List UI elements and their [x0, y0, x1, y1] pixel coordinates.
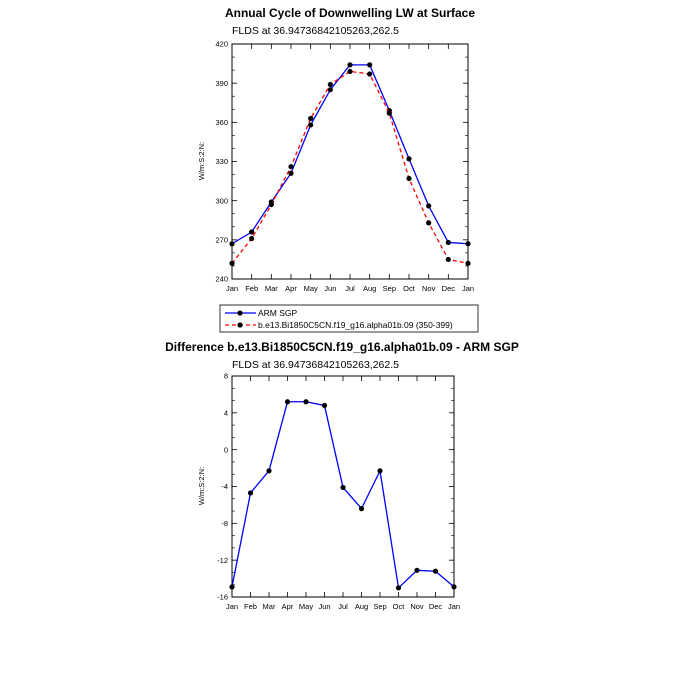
top-y-axis-label: W/m:S:2:N: — [197, 141, 206, 181]
top-x-tick-label: Aug — [362, 284, 377, 293]
top-x-tick-label: Nov — [421, 284, 436, 293]
bottom-y-tick-label: -16 — [217, 592, 228, 602]
bottom-series-0-point — [303, 399, 308, 404]
top-series-line-0 — [232, 65, 468, 244]
top-series-0-point — [229, 241, 234, 246]
bottom-chart — [165, 340, 519, 611]
top-y-tick-label: 270 — [215, 235, 228, 245]
legend-marker-arm — [237, 310, 242, 315]
top-series-0-point — [347, 62, 352, 67]
top-series-1-point — [426, 220, 431, 225]
top-series-1-point — [367, 71, 372, 76]
top-x-tick-label: Jun — [324, 284, 337, 293]
top-series-1-point — [308, 116, 313, 121]
bottom-series-0-point — [414, 568, 419, 573]
top-series-0-point — [249, 229, 254, 234]
top-series-1-point — [465, 261, 470, 266]
bottom-x-tick-label: Sep — [373, 602, 387, 611]
top-series-1-point — [249, 236, 254, 241]
bottom-x-tick-label: Jan — [447, 602, 461, 611]
bottom-x-tick-label: Feb — [244, 602, 257, 611]
bottom-x-tick-label: Aug — [354, 602, 369, 611]
bottom-series-0-point — [322, 403, 327, 408]
top-x-tick-label: Apr — [285, 284, 297, 293]
top-chart — [197, 6, 478, 332]
top-series-1-point — [406, 176, 411, 181]
top-x-tick-labels — [226, 284, 474, 293]
bottom-y-tick-label: -8 — [221, 518, 228, 528]
top-x-tick-label: Jan — [461, 284, 475, 293]
bottom-series-0-point — [266, 468, 271, 473]
top-x-tick-label: Dec — [441, 284, 456, 293]
top-x-tick-label: Oct — [403, 284, 415, 293]
bottom-y-tick-label: 0 — [223, 445, 228, 455]
bottom-x-tick-label: Jun — [318, 602, 331, 611]
bottom-series-0-point — [248, 490, 253, 495]
top-series-group — [229, 62, 470, 266]
bottom-chart-title: Difference b.e13.Bi1850C5CN.f19_g16.alpha01b.09 - ARM SGP — [165, 340, 519, 354]
bottom-series-0-point — [396, 585, 401, 590]
top-series-0-point — [426, 203, 431, 208]
top-y-tick-label: 360 — [215, 117, 228, 127]
bottom-x-tick-label: Dec — [428, 602, 443, 611]
top-series-1-point — [288, 164, 293, 169]
bottom-y-axis-label: W/m:S:2:N: — [197, 466, 206, 506]
top-series-1-point — [347, 69, 352, 74]
top-chart-title: Annual Cycle of Downwelling LW at Surface — [224, 6, 476, 20]
bottom-y-tick-labels — [217, 372, 228, 602]
bottom-series-0-point — [433, 569, 438, 574]
bottom-series-0-point — [359, 506, 364, 511]
bottom-series-0-point — [451, 584, 456, 589]
top-series-0-point — [446, 240, 451, 245]
bottom-series-line-0 — [232, 402, 454, 588]
top-x-tick-label: May — [303, 284, 318, 293]
bottom-series-0-point — [377, 468, 382, 473]
top-y-tick-label: 300 — [215, 196, 228, 206]
top-plot-frame — [232, 44, 468, 279]
bottom-series-group — [229, 399, 456, 590]
top-series-1-point — [269, 202, 274, 207]
top-y-tick-label: 420 — [215, 39, 228, 49]
bottom-x-tick-label: Jan — [225, 602, 239, 611]
top-series-0-point — [328, 87, 333, 92]
bottom-x-tick-label: Apr — [281, 602, 294, 611]
top-axis-ticks — [232, 44, 468, 279]
bottom-x-tick-labels — [226, 602, 460, 611]
top-series-1-point — [229, 261, 234, 266]
top-series-line-1 — [232, 71, 468, 263]
bottom-x-tick-label: Nov — [410, 602, 424, 611]
top-x-tick-label: Jul — [345, 284, 355, 293]
bottom-x-tick-label: May — [298, 602, 314, 611]
bottom-y-tick-label: -4 — [221, 482, 228, 492]
top-x-tick-label: Feb — [245, 284, 259, 293]
bottom-x-tick-label: Jul — [338, 602, 348, 611]
bottom-series-0-point — [285, 399, 290, 404]
top-series-0-point — [367, 62, 372, 67]
bottom-series-0-point — [229, 584, 234, 589]
top-series-0-point — [465, 241, 470, 246]
top-x-tick-label: Jan — [225, 284, 239, 293]
bottom-x-tick-label: Oct — [392, 602, 405, 611]
top-chart-subtitle: FLDS at 36.94736842105263,262.5 — [232, 25, 399, 37]
bottom-y-tick-label: 8 — [223, 371, 228, 381]
bottom-y-tick-label: -12 — [217, 555, 228, 565]
bottom-y-tick-label: 4 — [223, 408, 228, 418]
bottom-chart-subtitle: FLDS at 36.94736842105263,262.5 — [232, 359, 399, 371]
legend-marker-model — [237, 322, 242, 327]
top-series-1-point — [446, 257, 451, 262]
top-x-tick-label: Mar — [264, 284, 278, 293]
top-y-tick-label: 330 — [215, 157, 228, 167]
legend-label-model: b.e13.Bi1850C5CN.f19_g16.alpha01b.09 (350-399) — [258, 320, 453, 330]
top-series-0-point — [406, 156, 411, 161]
bottom-x-tick-label: Mar — [262, 602, 276, 611]
top-series-1-point — [387, 111, 392, 116]
top-y-tick-labels — [215, 40, 228, 284]
top-x-tick-label: Sep — [382, 284, 397, 293]
top-series-1-point — [328, 82, 333, 87]
top-legend — [220, 305, 478, 332]
top-series-0-point — [308, 122, 313, 127]
legend-label-arm: ARM SGP — [258, 308, 298, 318]
top-y-tick-label: 240 — [215, 274, 228, 284]
top-y-tick-label: 390 — [215, 78, 228, 88]
bottom-series-0-point — [340, 485, 345, 490]
